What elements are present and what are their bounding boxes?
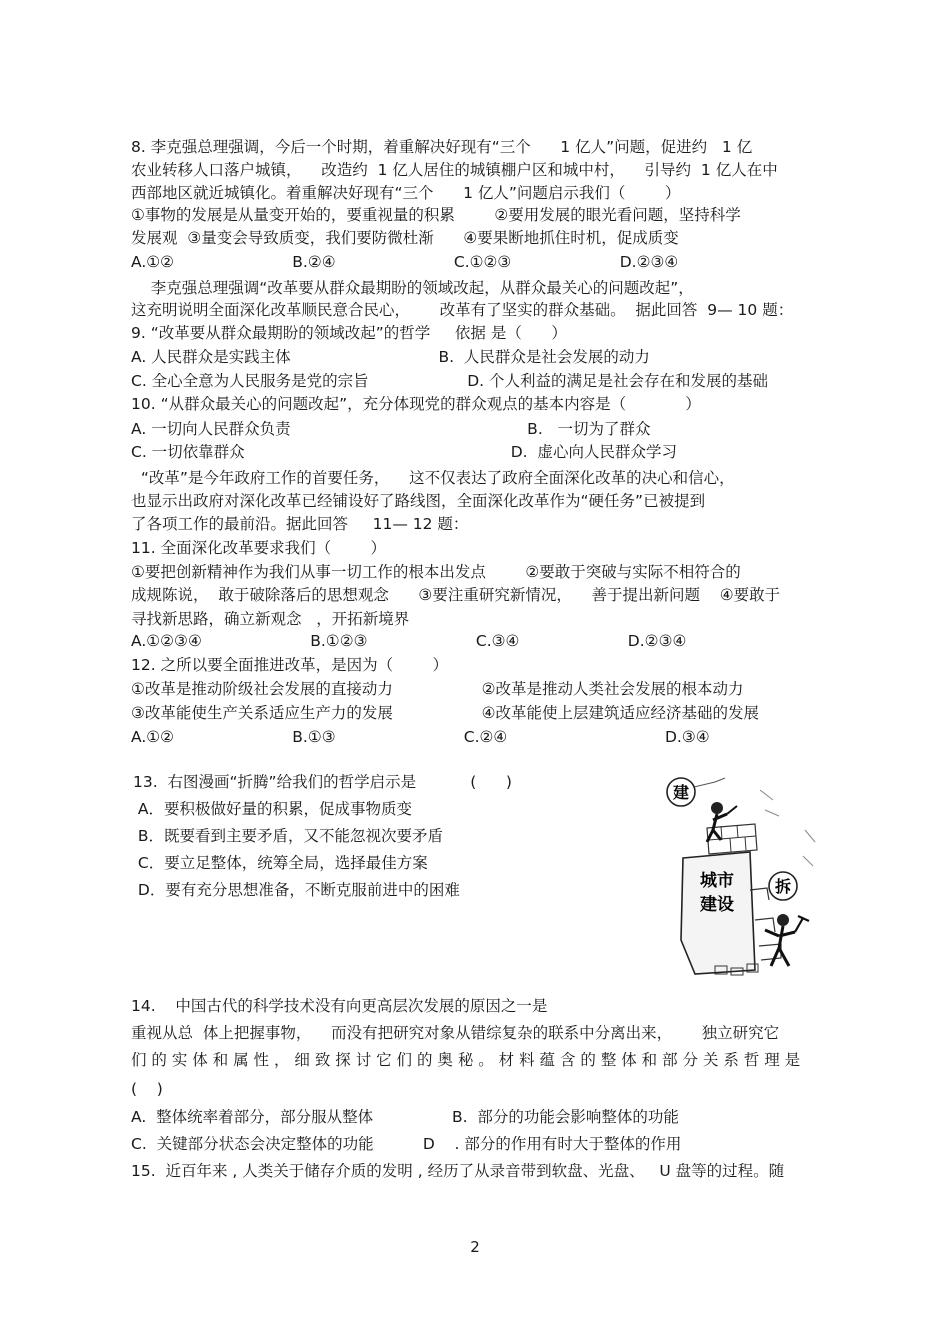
text-line: C．要立足整体，统筹全局，选择最佳方案 — [133, 854, 428, 872]
text-line: C. 全心全意为人民服务是党的宗旨 D. 个人利益的满足是社会存在和发展的基础 — [131, 372, 769, 390]
text-line: 农业转移人口落户城镇， 改造约 1 亿人居住的城镇棚户区和城中村， 引导约 1 亿人在中 — [131, 161, 778, 179]
text-line: 10. “从群众最关心的问题改起”，充分体现党的群众观点的基本内容是（ ） — [131, 395, 701, 413]
text-line: A.①② B.①③ C.②④ D.③④ — [131, 728, 710, 746]
text-line: A.①② B.②④ C.①②③ D.②③④ — [131, 253, 679, 271]
text-line: A．要积极做好量的积累，促成事物质变 — [133, 800, 413, 818]
text-line: 了各项工作的最前沿。据此回答 11— 12 题： — [131, 515, 469, 533]
text-line: 们 的 实 体 和 属 性 ， 细 致 探 讨 它 们 的 奥 秘 。 材 料 蕴 含 的 整 体 和 部 分 关 系 哲 理 是 — [131, 1051, 801, 1069]
text-line: 成规陈说， 敢于破除落后的思想观念 ③要注重研究新情况， 善于提出新问题 ④要敢于 — [131, 586, 781, 604]
background-strokes — [760, 790, 815, 866]
demolisher-body — [765, 926, 795, 966]
text-line: 14. 中国古代的科学技术没有向更高层次发展的原因之一是 — [131, 997, 548, 1015]
builder-head — [711, 802, 723, 814]
text-line: C. 一切依靠群众 D. 虚心向人民群众学习 — [131, 443, 677, 461]
top-wall-bricks — [709, 825, 756, 852]
text-line: D．要有充分思想准备，不断克服前进中的困难 — [133, 881, 460, 899]
builder-trowel — [727, 806, 737, 814]
demolish-badge-label: 拆 — [774, 877, 792, 896]
text-line: 寻找新思路，确立新观念 ，开拓新境界 — [131, 610, 410, 628]
text-line: 9. “改革要从群众最期盼的领域改起”的哲学 依据 是（ ） — [131, 324, 567, 342]
cartoon-zheteng — [655, 770, 830, 990]
text-line: 11. 全面深化改革要求我们（ ） — [131, 539, 386, 557]
text-line: 15. 近百年来 , 人类关于储存介质的发明 , 经历了从录音带到软盘、光盘、 U 盘等的过程。随 — [131, 1162, 785, 1180]
text-line: A.①②③④ B.①②③ C.③④ D.②③④ — [131, 632, 687, 650]
build-badge-label: 建 — [672, 783, 690, 802]
building-sign-line2: 建设 — [700, 895, 734, 915]
text-line: ①要把创新精神作为我们从事一切工作的根本出发点 ②要敢于突破与实际不相符合的 — [131, 563, 741, 581]
text-line: 13. 右图漫画“折腾”给我们的哲学启示是 ( ) — [133, 773, 512, 791]
text-line: ①事物的发展是从量变开始的，要重视量的积累 ②要用发展的眼光看问题，坚持科学 — [131, 206, 741, 224]
text-line: 重视从总 体上把握事物， 而没有把研究对象从错综复杂的联系中分离出来， 独立研究它 — [131, 1024, 780, 1042]
text-line: ( ) — [131, 1080, 163, 1098]
hammer-icon — [795, 916, 809, 932]
text-line: ①改革是推动阶级社会发展的直接动力 ②改革是推动人类社会发展的根本动力 — [131, 680, 744, 698]
text-line: ③改革能使生产关系适应生产力的发展 ④改革能使上层建筑适应经济基础的发展 — [131, 704, 759, 722]
building-sign-line1: 城市 — [700, 871, 734, 891]
demolisher-head — [777, 914, 789, 926]
text-line: 李克强总理强调“改革要从群众最期盼的领域改起，从群众最关心的问题改起”， — [131, 279, 694, 297]
text-line: C. 关键部分状态会决定整体的功能 D . 部分的作用有时大于整体的作用 — [131, 1135, 682, 1153]
text-line: A. 整体统率着部分，部分服从整体 B. 部分的功能会影响整体的功能 — [131, 1108, 679, 1126]
text-line: B．既要看到主要矛盾，又不能忽视次要矛盾 — [133, 827, 444, 845]
text-line: 也显示出政府对深化改革已经铺设好了路线图，全面深化改革作为“硬任务”已被提到 — [131, 492, 706, 510]
text-line: 8. 李克强总理强调，今后一个时期，着重解决好现有“三个 1 亿人”问题，促进约 1 亿 — [131, 138, 753, 156]
text-line: A. 一切向人民群众负责 B. 一切为了群众 — [131, 420, 651, 438]
text-line: 发展观 ③量变会导致质变，我们要防微杜渐 ④要果断地抓住时机，促成质变 — [131, 229, 679, 247]
page-number: 2 — [470, 1238, 480, 1256]
text-line: 这充明说明全面深化改革顺民意合民心， 改革有了坚实的群众基础。 据此回答 9— 10 题： — [131, 301, 794, 319]
text-line: 12. 之所以要全面推进改革，是因为（ ） — [131, 656, 448, 674]
text-line: 西部地区就近城镇化。着重解决好现有“三个 1 亿人”问题启示我们（ ） — [131, 184, 681, 202]
text-line: “改革”是今年政府工作的首要任务， 这不仅表达了政府全面深化改革的决心和信心， — [131, 469, 735, 487]
text-line: A. 人民群众是实践主体 B. 人民群众是社会发展的动力 — [131, 348, 650, 366]
